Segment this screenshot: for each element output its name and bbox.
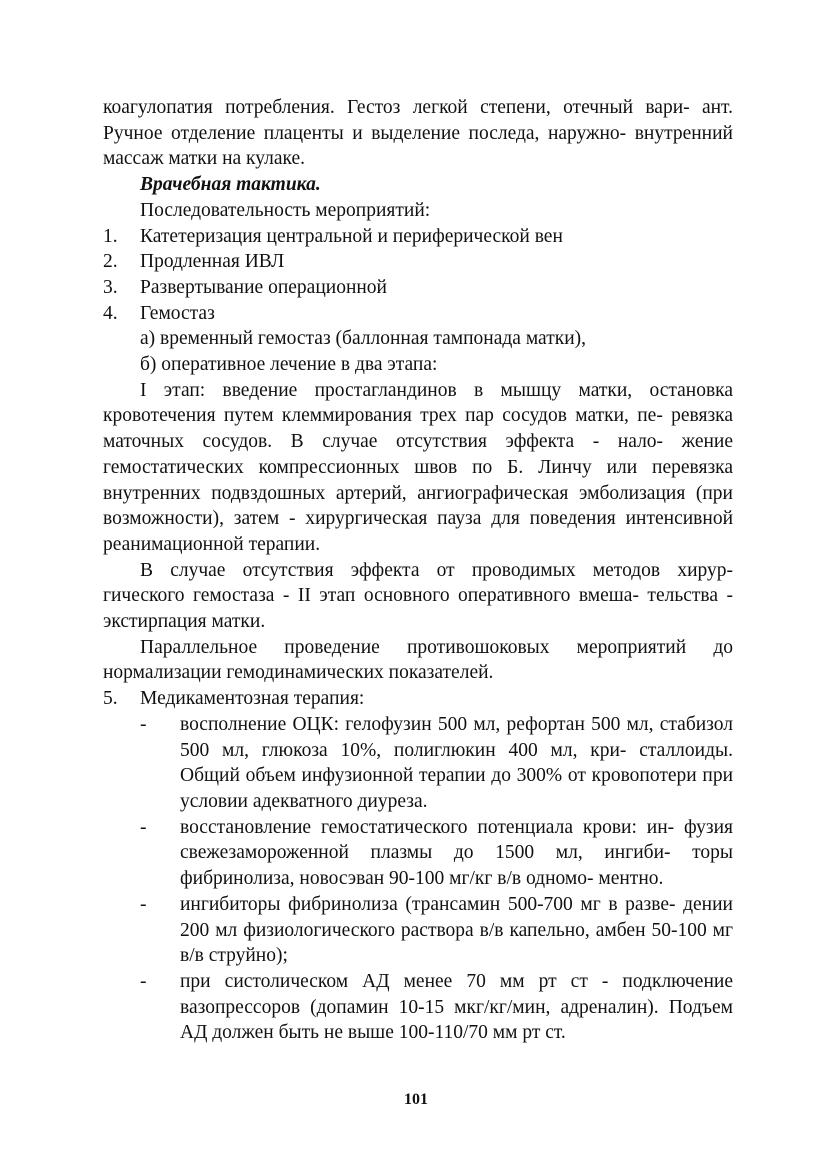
page-number: 101 [404,1091,428,1108]
numbered-item-1 [103,224,733,250]
drug-item-text: при систолическом АД менее 70 мм рт ст - подключение вазопрессоров (допамин 10-15 мкг/кг/мин, адреналин). Подъем АД должен быть не выше 100-110/70 мм рт ст. [180,970,733,1044]
drug-item-vasopressors [103,969,733,1046]
stage-two-paragraph: В случае отсутствия эффекта от проводимых методов хирур- гического гемостаза - II этап основного оперативного вмеша- тельства - экстирпация матки. [103,559,733,633]
page-body [103,95,733,1046]
item-number: 2. [103,251,118,273]
item-text: Катетеризация центральной и периферической вен [140,225,563,247]
intro-paragraph: коагулопатия потребления. Гестоз легкой степени, отечный вари- ант. Ручное отделение плаценты и выделение последа, наружно- внутренний массаж матки на кулаке. [103,97,733,170]
parallel-measures-paragraph: Параллельное проведение противошоковых мероприятий до нормализации гемодинамических показателей. [103,636,733,684]
dash-bullet: - [140,713,147,735]
sequence-label: Последовательность мероприятий: [140,199,431,221]
hemostasis-option-a: а) временный гемостаз (баллонная тампонада матки), [140,328,586,350]
drug-item-fibrinolysis [103,892,733,969]
drug-item-hemostatic [103,815,733,892]
item-text: Медикаментозная терапия: [140,688,365,710]
numbered-item-5 [103,686,733,712]
numbered-item-2 [103,249,733,275]
item-text: Гемостаз [140,302,215,324]
drug-item-text: ингибиторы фибринолиза (трансамин 500-700 мг в разве- дении 200 мл физиологического раствора в/в капельно, амбен 50-100 мг в/в струйно); [180,893,733,967]
hemostasis-option-b: б) оперативное лечение в два этапа: [140,354,438,376]
item-number: 5. [103,688,118,710]
item-text: Продленная ИВЛ [140,251,285,273]
item-text: Развертывание операционной [140,276,387,298]
dash-bullet: - [140,970,147,992]
drug-item-text: восполнение ОЦК: гелофузин 500 мл, рефортан 500 мл, стабизол 500 мл, глюкоза 10%, полиглюкин 400 мл, кри- сталлоиды. Общий объем инфузионной терапии до 300% от кровопотери при условии адекватного диуреза. [180,713,733,812]
dash-bullet: - [140,816,147,838]
dash-bullet: - [140,893,147,915]
drug-item-volume [103,712,733,815]
numbered-item-3 [103,275,733,301]
item-number: 1. [103,225,118,247]
numbered-item-4 [103,301,733,327]
item-number: 3. [103,276,118,298]
stage-one-paragraph: I этап: введение простагландинов в мышцу матки, остановка кровотечения путем клеммирования трех пар сосудов матки, пе- ревязка маточных сосудов. В случае отсутствия эффекта - нало- жение гемостатических компрессионных швов по Б. Линчу или перевязка внутренних подвздошных артерий, ангиографическая эмболизация (при возможности), затем - хирургическая пауза для поведения интенсивной реанимационной терапии. [103,379,733,555]
tactics-heading: Врачебная тактика. [140,174,321,196]
item-number: 4. [103,302,118,324]
drug-item-text: восстановление гемостатического потенциала крови: ин- фузия свежезамороженной плазмы до 1500 мл, ингиби- торы фибринолиза, новосэван 90-100 мг/кг в/в одномо- ментно. [180,816,733,890]
